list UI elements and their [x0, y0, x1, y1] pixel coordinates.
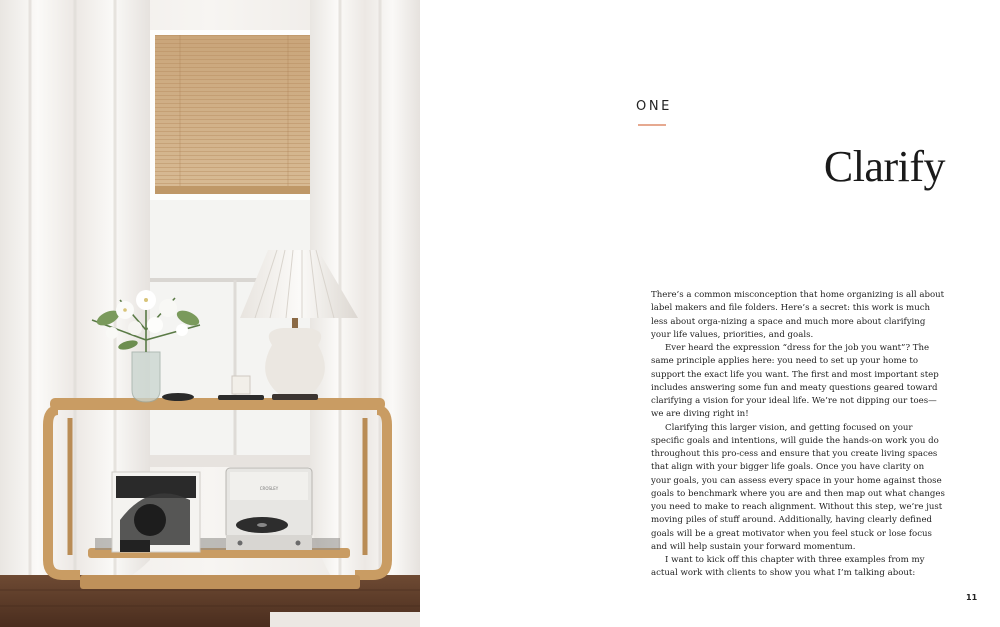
interior-photo — [0, 0, 420, 627]
record-collection — [112, 472, 200, 552]
turntable-brand: CROSLEY — [259, 486, 279, 491]
rug — [270, 612, 420, 627]
chapter-number: ONE — [636, 99, 672, 114]
paragraph: Ever heard the expression “dress for the job you want”? The same principle applies here: you need to set up your home to support the exact life you want. The first and most important step includes answering some fun and meaty questions geared toward clarifying a vision for your ideal life. We’re not dipping our toes—we are diving right in! — [651, 343, 939, 420]
chapter-accent-rule — [638, 124, 666, 126]
page-number: 11 — [966, 593, 978, 602]
paragraph: There’s a common misconception that home organizing is all about label makers and file folders. Here’s a secret: this work is much less about orga-nizing a space and much more about clarifying your life values, priorities, and goals. — [651, 290, 945, 340]
chapter-title: Clarify — [823, 142, 945, 191]
paragraph: Clarifying this larger vision, and getting focused on your specific goals and intentions, will guide the hands-on work you do throughout this pro-cess and ensure that you create living spaces that align with your bigger life goals. Once you have clarity on your goals, you can assess every space in your home against those goals to benchmark where you are and then map out what changes you need to make to reach alignment. Without this step, we’re just moving piles of stuff around. Additionally, having clearly defined goals will be a great motivator when you feel stuck or lose focus and will help sustain your forward momentum. — [651, 422, 945, 552]
chapter-body — [651, 289, 945, 581]
bamboo-shade — [155, 35, 311, 194]
record-player — [226, 468, 312, 550]
paragraph: I want to kick off this chapter with three examples from my actual work with clients to show you what I’m talking about: — [651, 555, 925, 579]
